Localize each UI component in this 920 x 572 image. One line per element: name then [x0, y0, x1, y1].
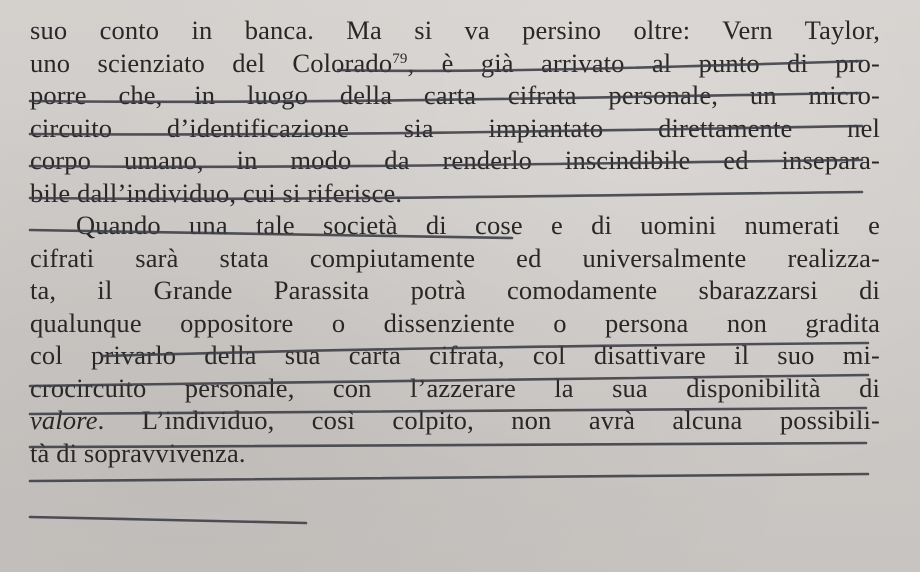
- text-line-4: circuito d’identificazione sia impiantato direttamente nel: [30, 112, 880, 143]
- text-line-3: porre che, in luogo della carta cifrata personale, un micro-: [30, 80, 880, 110]
- body-text: [30, 14, 880, 469]
- text-line-2: [30, 47, 880, 80]
- text-line-14: tà di sopravvivenza.: [30, 437, 246, 468]
- text-line-12: crocircuito personale, con l’azzerare la sua disponibilità di: [30, 372, 880, 403]
- bleed-through-text: [560, 498, 900, 558]
- italic-word: valore: [30, 405, 98, 435]
- underline-12: [30, 517, 306, 523]
- text-line-7: Quando una tale società di cose e di uomini numerati e: [76, 210, 880, 240]
- text-line-13-rest: . L’individuo, così colpito, non avrà alcuna possibili-: [97, 405, 880, 435]
- text-line-8: cifrati sarà stata compiutamente ed universalmente realizza-: [30, 242, 880, 273]
- text-line-10: qualunque oppositore o dissenziente o persona non gradita: [30, 307, 880, 338]
- text-line-5: corpo umano, in modo da renderlo inscindibile ed insepara-: [30, 145, 880, 175]
- text-line-6: bile dall’individuo, cui si riferisce.: [30, 177, 403, 208]
- text-line-11: col privarlo della sua carta cifrata, col disattivare il suo mi-: [30, 340, 880, 370]
- text-line-13: [30, 404, 880, 437]
- text-line-9: ta, il Grande Parassita potrà comodamente sbarazzarsi di: [30, 275, 880, 305]
- text-line-2-end: , è già arrivato al punto di pro-: [407, 47, 881, 78]
- text-line-2-start: uno scienziato del Colorado: [30, 47, 393, 78]
- text-line-1: suo conto in banca. Ma si va persino oltre: Vern Taylor,: [30, 15, 880, 45]
- footnote-marker: 79: [392, 50, 408, 67]
- underline-11: [30, 474, 868, 481]
